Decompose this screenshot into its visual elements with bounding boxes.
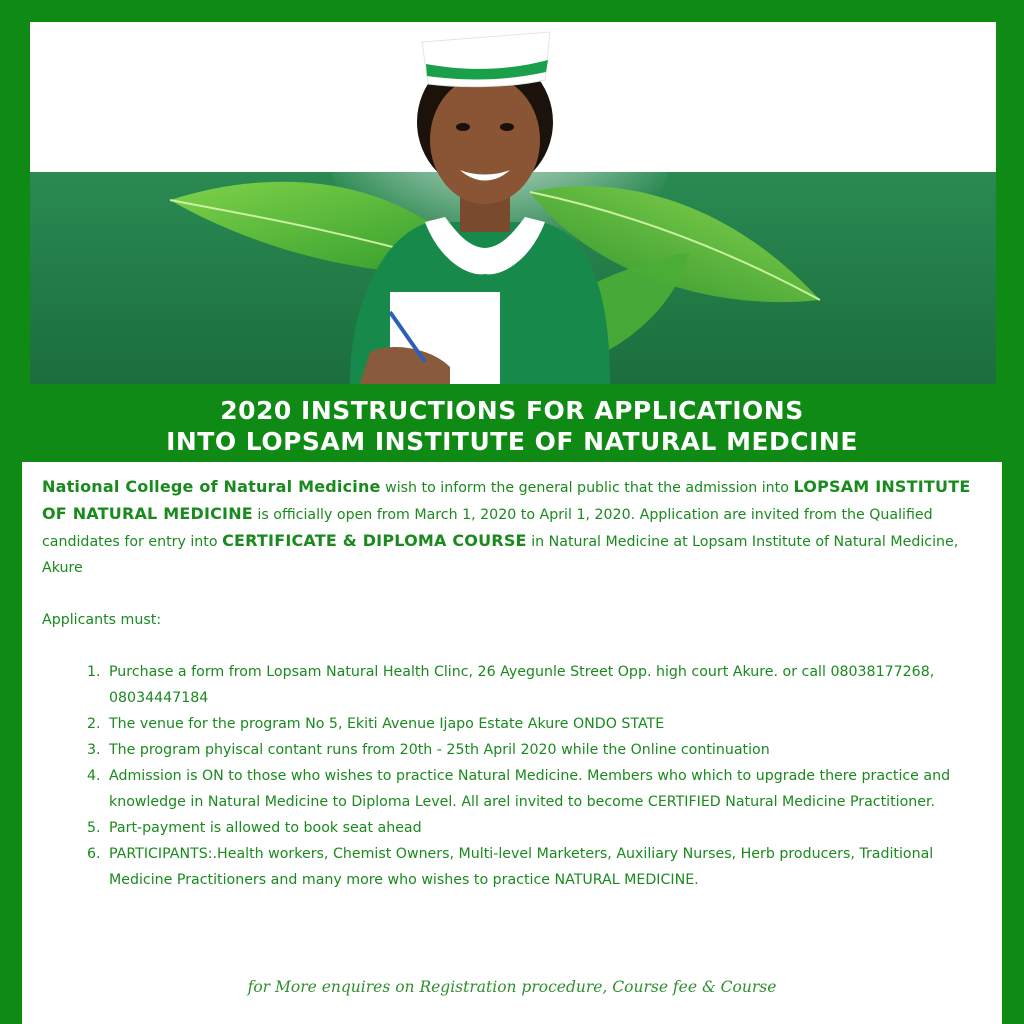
list-item: 5. Part-payment is allowed to book seat ahead [105, 815, 984, 841]
list-item: 4. Admission is ON to those who wishes to practice Natural Medicine. Members who which to upgrade there practice and knowledge in Natural Medicine to Diploma Level. All arel invited to become CERTIFIED Natural Medicine Practitioner. [105, 763, 984, 815]
intro-text-1: wish to inform the general public that the admission into [380, 480, 794, 496]
applicants-heading: Applicants must: [42, 612, 162, 628]
title-line-2: INTO LOPSAM INSTITUTE OF NATURAL MEDCINE [166, 427, 858, 456]
intro-paragraph [42, 474, 984, 581]
list-item: 2. The venue for the program No 5, Ekiti Avenue Ijapo Estate Akure ONDO STATE [105, 711, 984, 737]
title-bar [0, 386, 1024, 462]
institute-name: LOPSAM INSTITUTE OF NATURAL MEDICINE [42, 477, 971, 523]
requirements-list [42, 659, 984, 893]
intro-text-2: is officially open from March 1, 2020 to April 1, 2020. Application are invited from the Qualified candidates for entry into [42, 507, 933, 550]
list-item: 6. PARTICIPANTS:.Health workers, Chemist Owners, Multi-level Marketers, Auxiliary Nurses, Herb producers, Traditional Medicine Practitioners and many more who wishes to practice NATURAL MEDICINE. [105, 841, 984, 893]
banner-image [30, 22, 996, 384]
org-name: National College of Natural Medicine [42, 477, 381, 496]
title-line-1: 2020 INSTRUCTIONS FOR APPLICATIONS [220, 396, 804, 425]
footer-note: for More enquires on Registration procedure, Course fee & Course [247, 978, 777, 996]
course-name: CERTIFICATE & DIPLOMA COURSE [222, 531, 527, 550]
intro-text-3: in Natural Medicine at Lopsam Institute of Natural Medicine, Akure [42, 534, 959, 576]
list-item: 1. Purchase a form from Lopsam Natural Health Clinc, 26 Ayegunle Street Opp. high court Akure. or call 08038177268, 08034447184 [105, 659, 984, 711]
list-item: 3. The program phyiscal contant runs from 20th - 25th April 2020 while the Online continuation [105, 737, 984, 763]
content-panel [22, 462, 1002, 1024]
